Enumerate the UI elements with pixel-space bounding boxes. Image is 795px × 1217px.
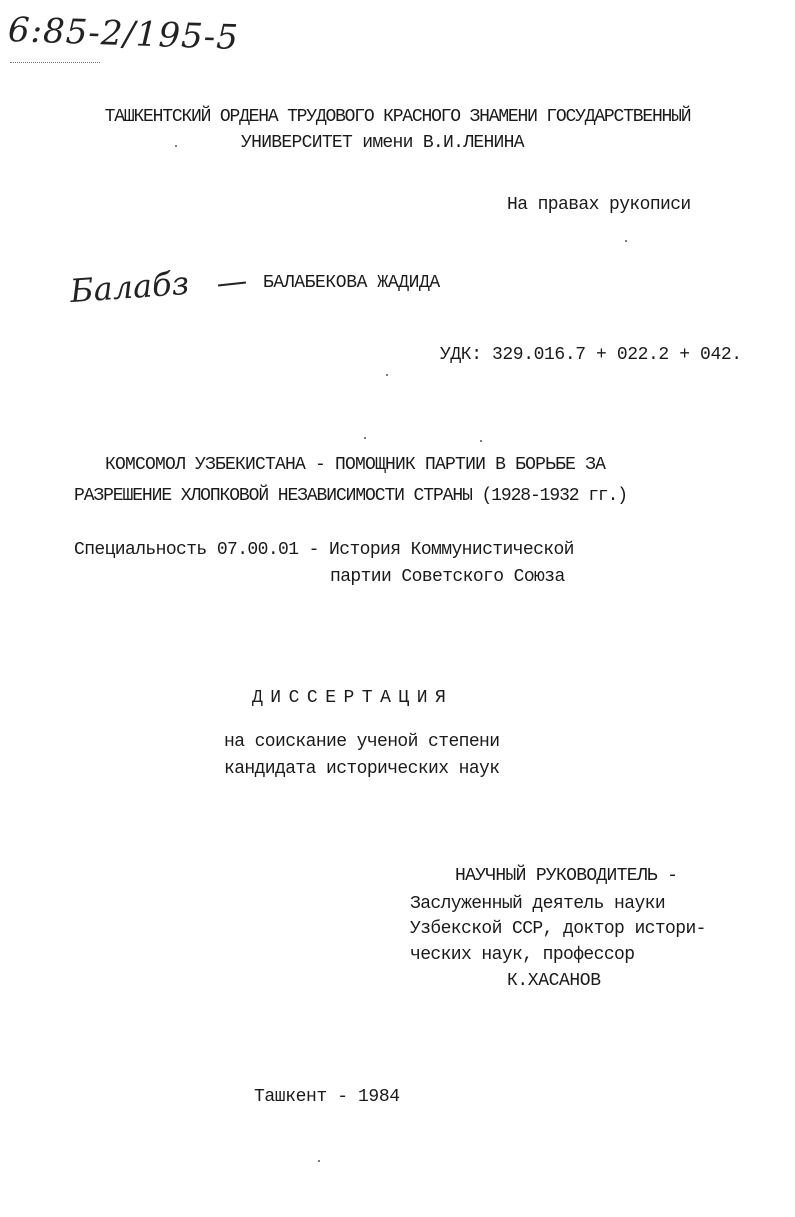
- institution-line-2: УНИВЕРСИТЕТ имени В.И.ЛЕНИНА: [241, 133, 524, 153]
- specialty-line-2: партии Советского Союза: [330, 567, 565, 587]
- title-line-1: КОМСОМОЛ УЗБЕКИСТАНА - ПОМОЩНИК ПАРТИИ В БОРЬБЕ ЗА: [105, 455, 606, 475]
- supervisor-heading: НАУЧНЫЙ РУКОВОДИТЕЛЬ -: [455, 866, 678, 886]
- udc-code: УДК: 329.016.7 + 022.2 + 042.: [440, 345, 742, 365]
- author-signature: Балабз: [68, 263, 191, 311]
- title-line-2: РАЗРЕШЕНИЕ ХЛОПКОВОЙ НЕЗАВИСИМОСТИ СТРАНЫ (1928-1932 гг.): [74, 486, 628, 506]
- institution-line-1: ТАШКЕНТСКИЙ ОРДЕНА ТРУДОВОГО КРАСНОГО ЗНАМЕНИ ГОСУДАРСТВЕННЫЙ: [104, 107, 691, 127]
- author-name: БАЛАБЕКОВА ЖАДИДА: [263, 273, 440, 293]
- scan-speck: [175, 145, 177, 147]
- supervisor-line-3: ческих наук, профессор: [410, 945, 635, 965]
- signature-stroke: [218, 282, 246, 287]
- city-year: Ташкент - 1984: [254, 1087, 400, 1107]
- scan-speck: [318, 1160, 320, 1162]
- scan-speck: [625, 240, 627, 242]
- supervisor-name: К.ХАСАНОВ: [507, 971, 601, 991]
- dissertation-heading: ДИССЕРТАЦИЯ: [252, 688, 454, 708]
- supervisor-line-1: Заслуженный деятель науки: [410, 894, 666, 914]
- dissertation-line-1: на соискание ученой степени: [224, 732, 500, 752]
- archive-handwritten-mark: 6:85-2/195-5: [7, 9, 240, 59]
- specialty-line-1: Специальность 07.00.01 - История Коммунистической: [74, 540, 574, 560]
- scan-speck: [480, 440, 482, 442]
- scan-speck: [364, 437, 366, 439]
- supervisor-line-2: Узбекской ССР, доктор истори-: [410, 919, 706, 939]
- scan-speck: [386, 374, 388, 376]
- archive-mark-underline: [10, 62, 100, 63]
- manuscript-note: На правах рукописи: [507, 195, 691, 215]
- dissertation-line-2: кандидата исторических наук: [224, 759, 500, 779]
